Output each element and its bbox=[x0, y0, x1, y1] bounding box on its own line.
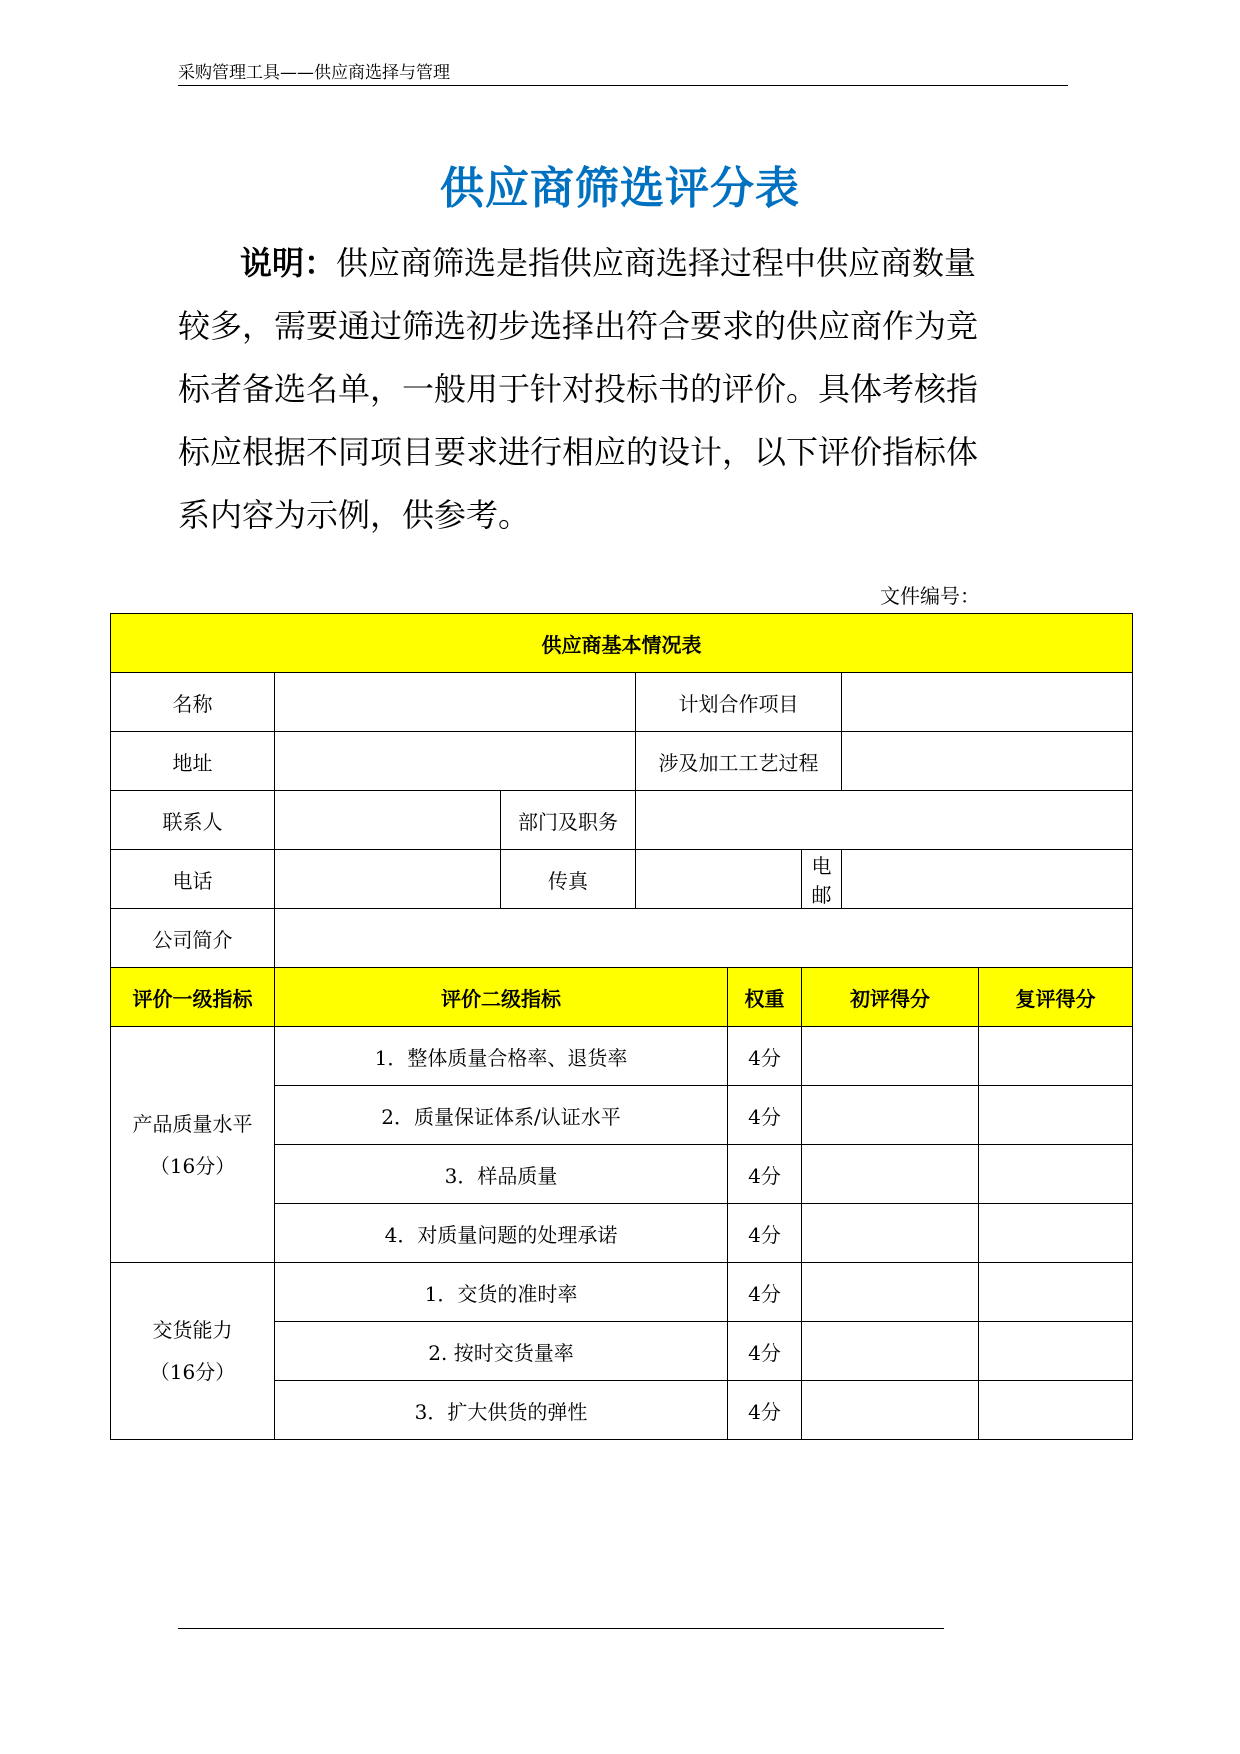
review-score-cell[interactable] bbox=[979, 1263, 1133, 1322]
item-label: 1．整体质量合格率、退货率 bbox=[275, 1027, 728, 1086]
project-input[interactable] bbox=[842, 673, 1133, 732]
initial-score-cell[interactable] bbox=[802, 1381, 979, 1440]
process-input[interactable] bbox=[842, 732, 1133, 791]
initial-score-cell[interactable] bbox=[802, 1086, 979, 1145]
item-label: 2．质量保证体系/认证水平 bbox=[275, 1086, 728, 1145]
group-delivery bbox=[111, 1263, 275, 1440]
phone-label: 电话 bbox=[111, 850, 275, 909]
contact-input[interactable] bbox=[275, 791, 501, 850]
intro-label: 公司简介 bbox=[111, 909, 275, 968]
phone-input[interactable] bbox=[275, 850, 501, 909]
address-label: 地址 bbox=[111, 732, 275, 791]
item-weight: 4分 bbox=[728, 1145, 802, 1204]
item-label: 3．扩大供货的弹性 bbox=[275, 1381, 728, 1440]
process-label: 涉及加工工艺过程 bbox=[636, 732, 842, 791]
email-input[interactable] bbox=[842, 850, 1133, 909]
initial-score-cell[interactable] bbox=[802, 1204, 979, 1263]
email-label: 电邮 bbox=[802, 850, 842, 909]
review-score-cell[interactable] bbox=[979, 1145, 1133, 1204]
name-input[interactable] bbox=[275, 673, 636, 732]
group-name: 交货能力 bbox=[152, 1318, 233, 1342]
description-lead: 说明： bbox=[240, 244, 337, 282]
item-weight: 4分 bbox=[728, 1381, 802, 1440]
description-text: 供应商筛选是指供应商选择过程中供应商数量较多，需要通过筛选初步选择出符合要求的供应商作为竞标者备选名单，一般用于针对投标书的评价。具体考核指标应根据不同项目要求进行相应的设计，以下评价指标体系内容为示例，供参考。 bbox=[178, 244, 979, 534]
initial-score-cell[interactable] bbox=[802, 1145, 979, 1204]
fax-label: 传真 bbox=[501, 850, 636, 909]
initial-score-cell[interactable] bbox=[802, 1027, 979, 1086]
group-total: （16分） bbox=[149, 1153, 236, 1178]
item-label: 4．对质量问题的处理承诺 bbox=[275, 1204, 728, 1263]
department-input[interactable] bbox=[636, 791, 1133, 850]
basic-info-heading: 供应商基本情况表 bbox=[111, 614, 1133, 673]
contact-label: 联系人 bbox=[111, 791, 275, 850]
weight-header: 权重 bbox=[728, 968, 802, 1027]
item-weight: 4分 bbox=[728, 1027, 802, 1086]
footer-divider bbox=[178, 1628, 944, 1629]
group-total: （16分） bbox=[149, 1360, 236, 1384]
item-weight: 4分 bbox=[728, 1086, 802, 1145]
page-title: 供应商筛选评分表 bbox=[440, 163, 800, 214]
initial-score-header: 初评得分 bbox=[802, 968, 979, 1027]
review-score-cell[interactable] bbox=[979, 1027, 1133, 1086]
initial-score-cell[interactable] bbox=[802, 1322, 979, 1381]
department-label: 部门及职务 bbox=[501, 791, 636, 850]
group-quality bbox=[111, 1027, 275, 1263]
name-label: 名称 bbox=[111, 673, 275, 732]
review-score-header: 复评得分 bbox=[979, 968, 1133, 1027]
file-number-label: 文件编号： bbox=[880, 584, 980, 608]
page-header: 采购管理工具——供应商选择与管理 bbox=[178, 58, 1068, 86]
description-paragraph bbox=[178, 232, 998, 547]
group-name: 产品质量水平 bbox=[132, 1111, 253, 1136]
level2-header: 评价二级指标 bbox=[275, 968, 728, 1027]
item-label: 1．交货的准时率 bbox=[275, 1263, 728, 1322]
item-label: 3．样品质量 bbox=[275, 1145, 728, 1204]
evaluation-table bbox=[110, 613, 1133, 1440]
level1-header: 评价一级指标 bbox=[111, 968, 275, 1027]
review-score-cell[interactable] bbox=[979, 1086, 1133, 1145]
item-label: 2. 按时交货量率 bbox=[275, 1322, 728, 1381]
item-weight: 4分 bbox=[728, 1204, 802, 1263]
project-label: 计划合作项目 bbox=[636, 673, 842, 732]
fax-input[interactable] bbox=[636, 850, 802, 909]
initial-score-cell[interactable] bbox=[802, 1263, 979, 1322]
review-score-cell[interactable] bbox=[979, 1381, 1133, 1440]
review-score-cell[interactable] bbox=[979, 1322, 1133, 1381]
review-score-cell[interactable] bbox=[979, 1204, 1133, 1263]
item-weight: 4分 bbox=[728, 1322, 802, 1381]
address-input[interactable] bbox=[275, 732, 636, 791]
intro-input[interactable] bbox=[275, 909, 1133, 968]
item-weight: 4分 bbox=[728, 1263, 802, 1322]
